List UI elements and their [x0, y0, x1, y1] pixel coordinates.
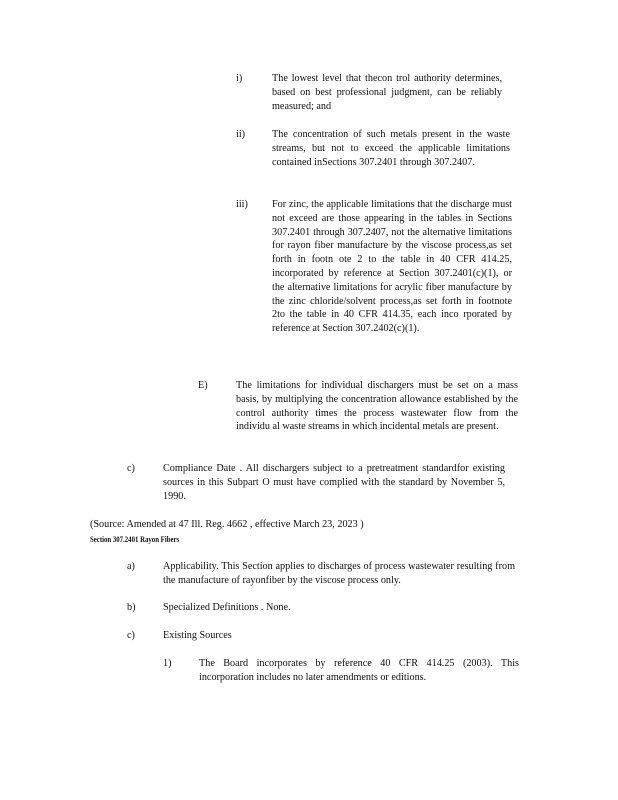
item-text: Applicability. This Section applies to discharges of process wastewater resulting from the manufacture of rayonfiber by the viscose process only.: [163, 561, 515, 586]
item-text: The concentration of such metals present in the waste streams, but not to exceed the applicable limitations contained inSections 307.2401 through 307.2407.: [272, 129, 510, 168]
item-text: The lowest level that thecon trol authority determines, based on best professional judgment, can be reliably measured; and: [272, 73, 502, 112]
item-label: a): [127, 561, 135, 572]
item-label: E): [198, 380, 208, 391]
item-text: The Board incorporates by reference 40 CFR 414.25 (2003). This incorporation includes no later amendments or editions.: [199, 658, 519, 683]
item-label: i): [236, 73, 243, 84]
item-label: b): [127, 602, 136, 613]
item-label: ii): [236, 129, 246, 140]
section-heading: Section 307.2401 Rayon Fibers: [90, 535, 180, 544]
item-text: Specialized Definitions . None.: [163, 602, 291, 613]
item-text: The limitations for individual dischargers must be set on a mass basis, by multiplying the concentration allowance established by the control authority times the process wastewater flow from the individu al waste streams in which incidental metals are present.: [236, 380, 518, 433]
item-text: For zinc, the applicable limitations that the discharge must not exceed are those appearing in the tables in Sections 307.2401 through 307.2407, not the alternative limitations for rayon fiber manufacture by the viscose process,as set forth in footn ote 2 to the table in 40 CFR 414.25, incorporated by reference at Section 307.2401(c)(1), or the alternative limitations for acrylic fiber manufacture by the zinc chloride/solvent process,as set forth in footnote 2to the table in 40 CFR 414.35, each inco rporated by reference at Section 307.2402(c)(1).: [272, 199, 512, 335]
item-label: c): [127, 463, 135, 474]
item-label: c): [127, 630, 135, 641]
item-text: Compliance Date . All dischargers subject to a pretreatment standardfor existing sources in this Subpart O must have complied with the standard by November 5, 1990.: [163, 463, 505, 502]
source-note: (Source: Amended at 47 Ill. Reg. 4662 , effective March 23, 2023 ): [90, 519, 364, 530]
item-text: Existing Sources: [163, 630, 232, 641]
item-label: iii): [236, 199, 248, 210]
item-label: 1): [163, 658, 172, 669]
